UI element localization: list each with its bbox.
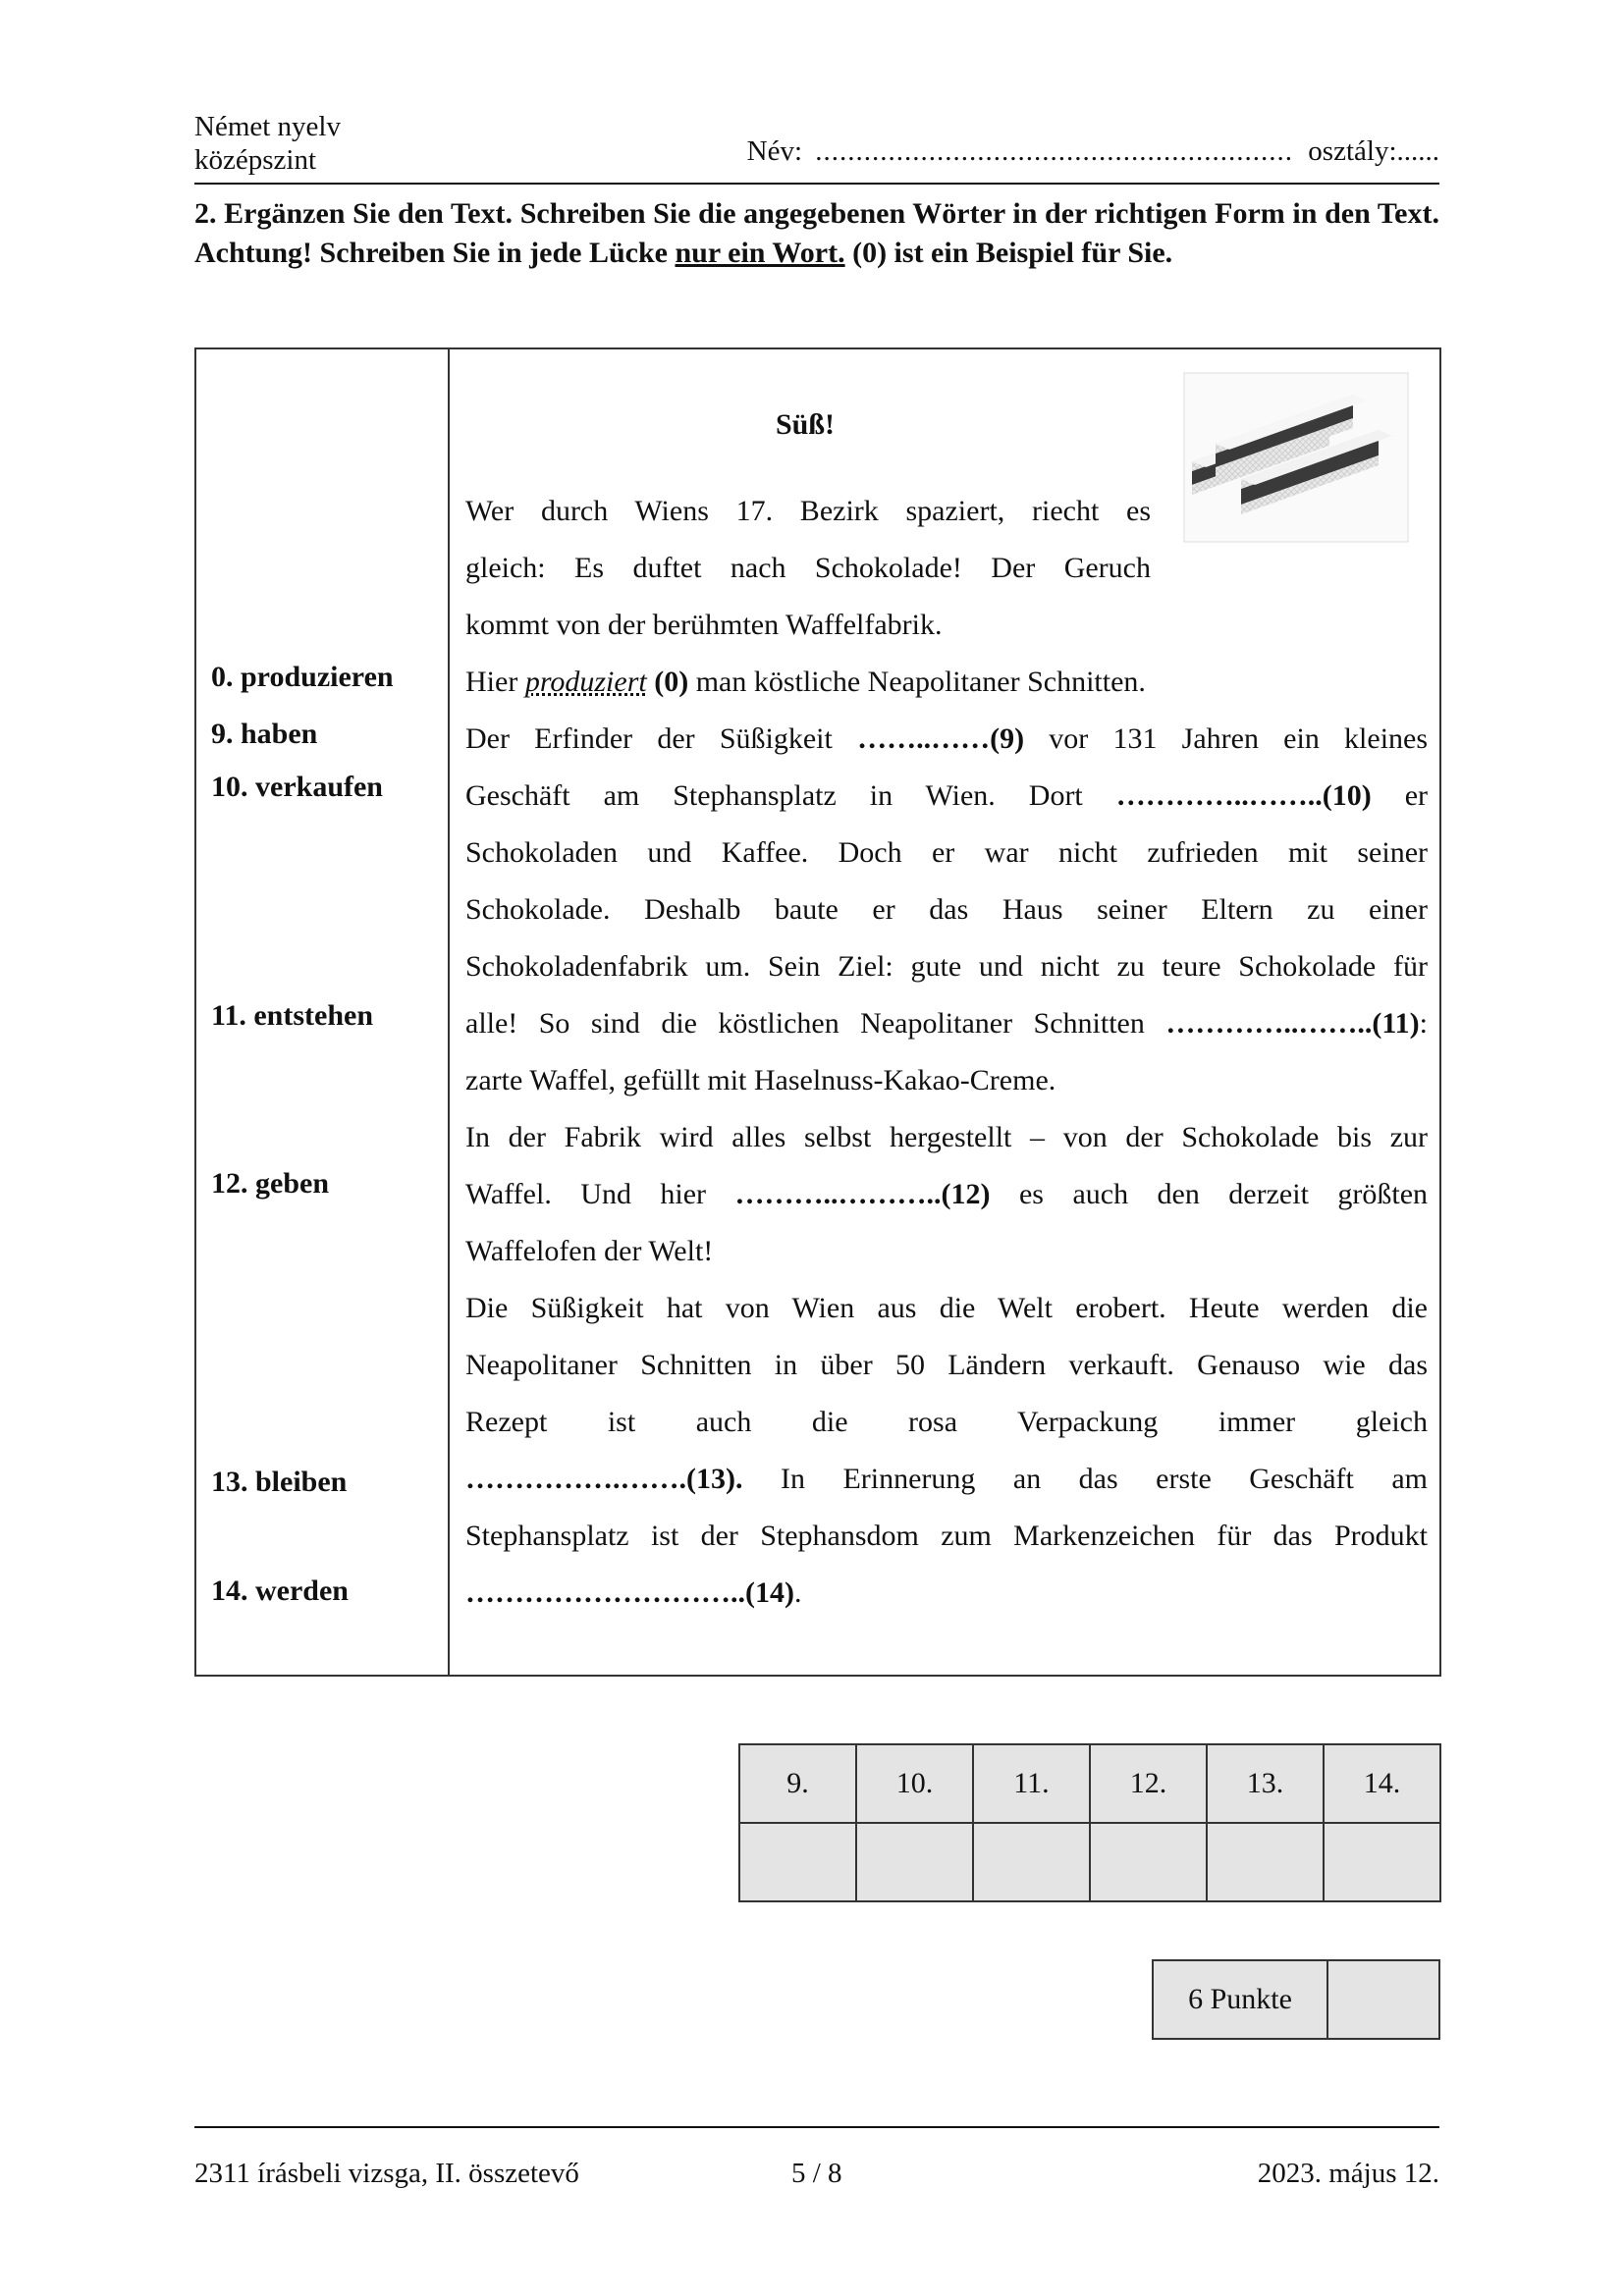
text-line-4-start: Hier: [465, 666, 518, 698]
word-9: 9. haben: [211, 718, 318, 750]
text-line-10-start: alle! So sind die köstlichen Neapolitaner Schnitten: [465, 1007, 1145, 1040]
page-header: [194, 110, 1439, 185]
footer-divider: [194, 2126, 1439, 2128]
word-13: 13. bleiben: [211, 1466, 348, 1498]
text-line-13-start: Waffel. Und hier: [465, 1178, 707, 1210]
text-line-12: In der Fabrik wird alles selbst hergestellt – von der Schokolade bis zur: [465, 1121, 1428, 1153]
text-line-6-start: Geschäft am Stephansplatz in Wien. Dort: [465, 779, 1083, 812]
text-line-7: Schokoladen und Kaffee. Doch er war nicht zufrieden mit seiner: [465, 836, 1428, 869]
answer-cell-10[interactable]: [856, 1823, 973, 1901]
gap-0: (0): [654, 666, 689, 698]
word-11: 11. entstehen: [211, 999, 373, 1032]
text-line-4: [465, 665, 1146, 700]
gap-11[interactable]: …………..……..(11): [1165, 1007, 1420, 1040]
answer-cell-9[interactable]: [739, 1823, 856, 1901]
answer-table-input-row: [739, 1823, 1440, 1901]
gap-13[interactable]: …………….…….(13).: [465, 1463, 743, 1495]
answer-header-12: 12.: [1090, 1744, 1207, 1823]
footer-exam-label: 2311 írásbeli vizsga, II. összetevő: [194, 2158, 579, 2189]
text-line-14: Waffelofen der Welt!: [465, 1235, 714, 1267]
class-field[interactable]: osztály:......: [1308, 135, 1439, 167]
footer-date: 2023. május 12.: [1257, 2158, 1439, 2189]
text-line-20-end: .: [793, 1576, 802, 1609]
answer-header-14: 14.: [1324, 1744, 1440, 1823]
text-line-8: Schokolade. Deshalb baute er das Haus seiner Eltern zu einer: [465, 893, 1428, 926]
word-10: 10. verkaufen: [211, 771, 383, 803]
text-line-15: Die Süßigkeit hat von Wien aus die Welt erobert. Heute werden die: [465, 1292, 1428, 1324]
text-line-16: Neapolitaner Schnitten in über 50 Ländern verkauft. Genauso wie das: [465, 1349, 1428, 1381]
text-line-5-start: Der Erfinder der Süßigkeit: [465, 722, 833, 755]
answer-cell-13[interactable]: [1207, 1823, 1324, 1901]
name-class-line: [747, 135, 1439, 168]
score-cell[interactable]: [1327, 1960, 1439, 2039]
answer-header-11: 11.: [973, 1744, 1090, 1823]
task-instruction-part2: (0) ist ein Beispiel für Sie.: [844, 237, 1173, 269]
name-label: Név:: [746, 135, 803, 167]
answer-cell-12[interactable]: [1090, 1823, 1207, 1901]
name-field[interactable]: ...........................................................: [815, 135, 1294, 167]
waffle-cookies-photo: [1182, 371, 1414, 548]
text-line-6-end: er: [1404, 779, 1429, 812]
text-line-9: Schokoladenfabrik um. Sein Ziel: gute und nicht zu teure Schokolade für: [465, 950, 1428, 983]
exercise-frame: [194, 347, 1441, 1677]
example-answer: produziert: [524, 666, 647, 698]
answer-cell-14[interactable]: [1324, 1823, 1440, 1901]
gap-14[interactable]: ………………………..(14): [465, 1576, 794, 1609]
gap-12[interactable]: ………..………..(12): [734, 1178, 991, 1210]
answer-header-9: 9.: [739, 1744, 856, 1823]
subject-label: [194, 110, 341, 177]
task-instruction: [194, 194, 1439, 273]
text-line-10-end: :: [1419, 1007, 1428, 1040]
text-line-1: Wer durch Wiens 17. Bezirk spaziert, riecht es: [465, 495, 1151, 527]
answer-header-10: 10.: [856, 1744, 973, 1823]
word-0: 0. produzieren: [211, 661, 394, 693]
footer-page-number: 5 / 8: [791, 2158, 842, 2189]
score-label: 6 Punkte: [1153, 1960, 1327, 2039]
column-divider: [448, 349, 450, 1675]
text-line-19: Stephansplatz ist der Stephansdom zum Markenzeichen für das Produkt: [465, 1520, 1428, 1552]
answer-table: [738, 1743, 1441, 1902]
text-line-17: Rezept ist auch die rosa Verpackung immer gleich: [465, 1406, 1428, 1438]
task-instruction-part1: 2. Ergänzen Sie den Text. Schreiben Sie die angegebenen Wörter in der richtigen Form in den Text. Achtung! Schreiben Sie in jede Lücke: [194, 197, 1439, 269]
task-instruction-underlined: nur ein Wort.: [675, 237, 845, 269]
text-line-3: kommt von der berühmten Waffelfabrik.: [465, 609, 943, 641]
score-box: [1152, 1959, 1440, 2040]
text-line-18: [465, 1462, 1428, 1497]
text-line-5: [465, 721, 1428, 757]
gap-10[interactable]: …………..……..(10): [1115, 779, 1372, 812]
subject-line-1: Német nyelv: [194, 111, 341, 142]
text-line-5-end: vor 131 Jahren ein kleines: [1049, 722, 1429, 755]
subject-line-2: középszint: [194, 144, 317, 176]
word-14: 14. werden: [211, 1575, 349, 1607]
word-12: 12. geben: [211, 1167, 329, 1200]
text-line-10: [465, 1006, 1428, 1041]
text-line-6: [465, 778, 1428, 814]
answer-header-13: 13.: [1207, 1744, 1324, 1823]
answer-table-header-row: [739, 1744, 1440, 1823]
text-line-2: gleich: Es duftet nach Schokolade! Der Geruch: [465, 552, 1151, 584]
gap-9[interactable]: ……..……(9): [857, 722, 1025, 755]
answer-cell-11[interactable]: [973, 1823, 1090, 1901]
text-line-13: [465, 1177, 1428, 1212]
text-title: Süß!: [776, 408, 836, 441]
text-line-11: zarte Waffel, gefüllt mit Haselnuss-Kakao-Creme.: [465, 1064, 1056, 1096]
text-line-18-end: In Erinnerung an das erste Geschäft am: [780, 1463, 1428, 1495]
text-line-4-end: man köstliche Neapolitaner Schnitten.: [688, 666, 1146, 698]
text-line-20: [465, 1575, 801, 1611]
waffle-icon: [1182, 371, 1414, 548]
text-line-13-end: es auch den derzeit größten: [1018, 1178, 1429, 1210]
